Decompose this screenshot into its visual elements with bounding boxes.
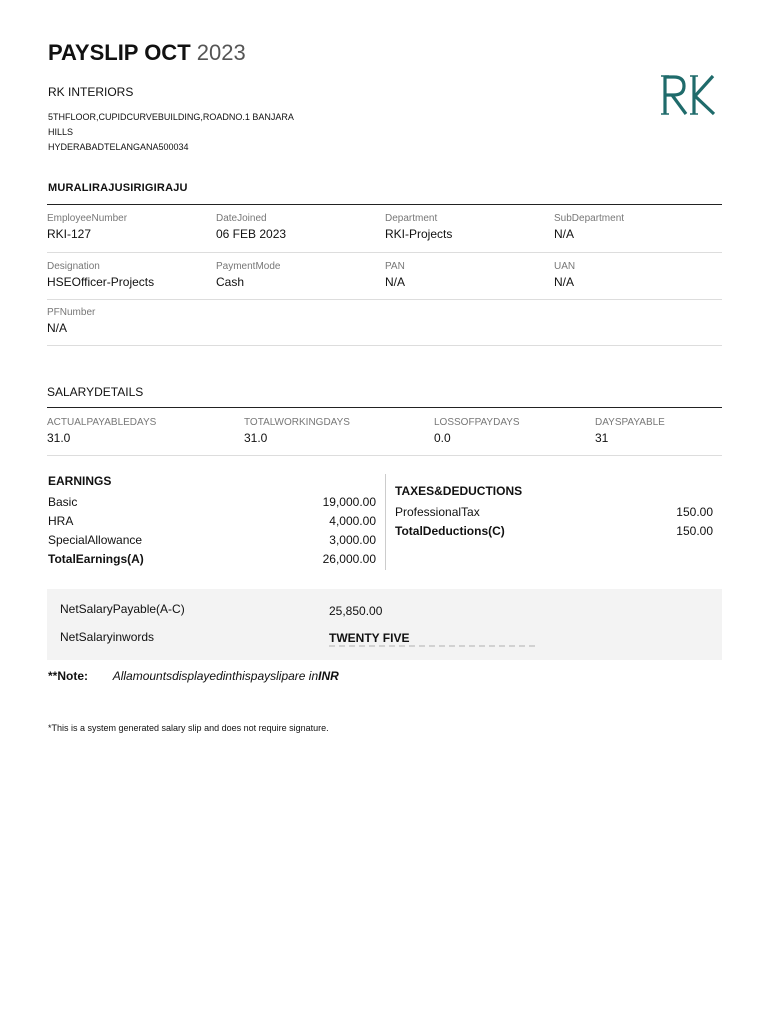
address-line-2: HILLS bbox=[48, 127, 74, 137]
actual-payable-days-value: 31.0 bbox=[47, 431, 71, 445]
deductions-title: TAXES&DEDUCTIONS bbox=[395, 484, 523, 498]
subdepartment-label: SubDepartment bbox=[554, 213, 625, 224]
total-working-days-value: 31.0 bbox=[244, 431, 268, 445]
designation-value: HSEOfficer-Projects bbox=[47, 275, 155, 289]
pf-number-label: PFNumber bbox=[47, 307, 96, 318]
title-prefix: PAYSLIP OCT bbox=[48, 40, 191, 65]
net-salary-payable-label: NetSalaryPayable(A-C) bbox=[60, 602, 185, 616]
date-joined-label: DateJoined bbox=[216, 213, 267, 224]
divider bbox=[47, 455, 722, 456]
pan-value: N/A bbox=[385, 275, 406, 289]
payment-mode-label: PaymentMode bbox=[216, 261, 281, 272]
earning-basic-amount: 19,000.00 bbox=[322, 495, 376, 509]
employee-number-value: RKI-127 bbox=[47, 227, 92, 241]
earnings-title: EARNINGS bbox=[48, 474, 112, 488]
days-payable-value: 31 bbox=[595, 431, 609, 445]
loss-of-pay-days-label: LOSSOFPAYDAYS bbox=[434, 417, 520, 428]
loss-of-pay-days-value: 0.0 bbox=[434, 431, 451, 445]
company-name: RK INTERIORS bbox=[48, 85, 134, 99]
net-salary-payable-amount: 25,850.00 bbox=[329, 604, 383, 618]
uan-label: UAN bbox=[554, 261, 576, 272]
actual-payable-days-label: ACTUALPAYABLEDAYS bbox=[47, 417, 157, 428]
earning-basic-label: Basic bbox=[48, 495, 78, 509]
divider bbox=[47, 252, 722, 253]
total-deductions-label: TotalDeductions(C) bbox=[395, 524, 505, 538]
address-line-1: 5THFLOOR,CUPIDCURVEBUILDING,ROADNO.1 BANJARA bbox=[48, 112, 294, 122]
deduction-professional-tax-amount: 150.00 bbox=[676, 505, 713, 519]
net-salary-words-label: NetSalaryinwords bbox=[60, 630, 155, 644]
department-value: RKI-Projects bbox=[385, 227, 453, 241]
address-line-3: HYDERABADTELANGANA500034 bbox=[48, 142, 189, 152]
company-logo bbox=[660, 72, 718, 120]
note-currency: INR bbox=[318, 669, 339, 683]
title-year: 2023 bbox=[196, 40, 246, 65]
note-label: **Note: bbox=[48, 669, 89, 683]
payslip-title bbox=[48, 40, 246, 66]
divider bbox=[47, 299, 722, 300]
earning-hra-amount: 4,000.00 bbox=[329, 514, 376, 528]
salary-details-title: SALARYDETAILS bbox=[47, 385, 144, 399]
net-salary-words-value: TWENTY FIVE bbox=[329, 631, 410, 645]
note-text: Allamountsdisplayedinthispayslipare in bbox=[112, 669, 319, 683]
payment-mode-value: Cash bbox=[216, 275, 245, 289]
earning-special-allowance-amount: 3,000.00 bbox=[329, 533, 376, 547]
pf-number-value: N/A bbox=[47, 321, 68, 335]
date-joined-value: 06 FEB 2023 bbox=[216, 227, 287, 241]
earning-hra-label: HRA bbox=[48, 514, 74, 528]
truncated-text-remnant bbox=[329, 645, 539, 647]
pan-label: PAN bbox=[385, 261, 405, 272]
earning-special-allowance-label: SpecialAllowance bbox=[48, 533, 143, 547]
employee-number-label: EmployeeNumber bbox=[47, 213, 128, 224]
divider bbox=[47, 204, 722, 205]
employee-name: MURALIRAJUSIRIGIRAJU bbox=[48, 182, 188, 194]
days-payable-label: DAYSPAYABLE bbox=[595, 417, 665, 428]
total-deductions-amount: 150.00 bbox=[676, 524, 713, 538]
total-earnings-amount: 26,000.00 bbox=[322, 552, 376, 566]
department-label: Department bbox=[385, 213, 438, 224]
divider bbox=[47, 407, 722, 408]
footer-disclaimer: *This is a system generated salary slip and does not require signature. bbox=[48, 723, 329, 733]
note bbox=[48, 669, 339, 683]
company-address bbox=[48, 110, 338, 155]
total-working-days-label: TOTALWORKINGDAYS bbox=[244, 417, 350, 428]
designation-label: Designation bbox=[47, 261, 100, 272]
divider bbox=[47, 345, 722, 346]
net-salary-box bbox=[47, 589, 722, 660]
total-earnings-label: TotalEarnings(A) bbox=[48, 552, 144, 566]
subdepartment-value: N/A bbox=[554, 227, 575, 241]
column-divider bbox=[385, 474, 386, 570]
uan-value: N/A bbox=[554, 275, 575, 289]
deduction-professional-tax-label: ProfessionalTax bbox=[395, 505, 480, 519]
